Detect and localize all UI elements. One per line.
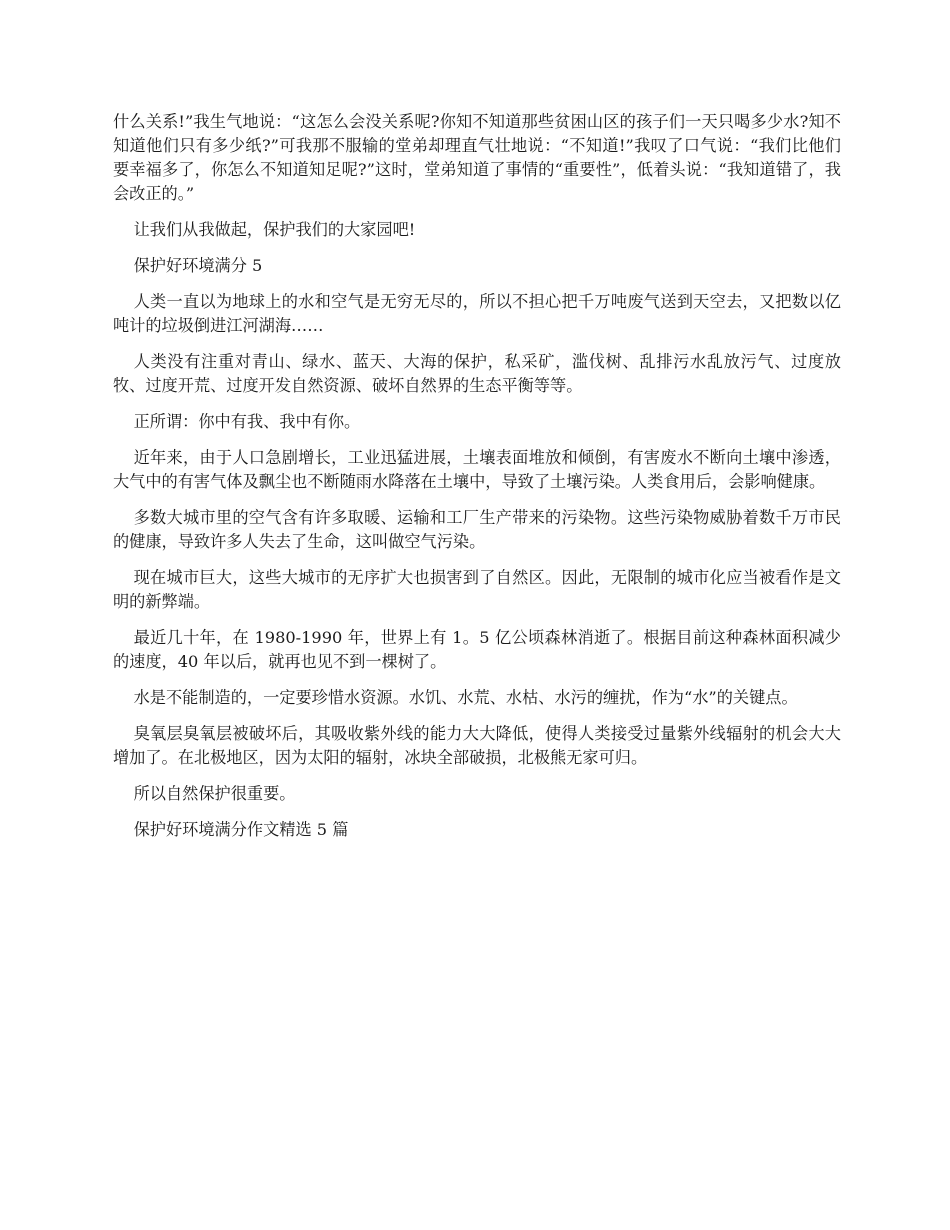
paragraph-continuation: 什么关系!”我生气地说：“这怎么会没关系呢?你知不知道那些贫困山区的孩子们一天只喝多少水?知不知道他们只有多少纸?”可我那不服输的堂弟却理直气壮地说：“不知道!”我叹了口气说：“我们比他们要幸福多了，你怎么不知道知足呢?”这时，堂弟知道了事情的“重要性”，低着头说：“我知道错了，我会改正的。” (113, 112, 841, 203)
paragraph: 水是不能制造的，一定要珍惜水资源。水饥、水荒、水枯、水污的缠扰，作为“水”的关键点。 (133, 688, 798, 707)
paragraph: 人类一直以为地球上的水和空气是无穷无尽的，所以不担心把千万吨废气送到天空去，又把数以亿吨计的垃圾倒进江河湖海…… (113, 292, 841, 335)
paragraph: 近年来，由于人口急剧增长，工业迅猛进展，土壤表面堆放和倾倒，有害废水不断向土壤中渗透，大气中的有害气体及飘尘也不断随雨水降落在土壤中，导致了土壤污染。人类食用后，会影响健康。 (113, 448, 841, 491)
paragraph: 臭氧层臭氧层被破坏后，其吸收紫外线的能力大大降低，使得人类接受过量紫外线辐射的机会大大增加了。在北极地区，因为太阳的辐射，冰块全部破损，北极熊无家可归。 (113, 724, 841, 767)
paragraph: 最近几十年，在 1980-1990 年，世界上有 1。5 亿公顷森林消逝了。根据目前这种森林面积减少的速度，40 年以后，就再也见不到一棵树了。 (113, 628, 841, 671)
paragraph-call-to-action: 让我们从我做起，保护我们的大家园吧! (133, 220, 416, 239)
paragraph: 多数大城市里的空气含有许多取暖、运输和工厂生产带来的污染物。这些污染物威胁着数千万市民的健康，导致许多人失去了生命，这叫做空气污染。 (113, 508, 841, 551)
document-page (113, 110, 841, 854)
document-title-footer: 保护好环境满分作文精选 5 篇 (133, 820, 349, 839)
paragraph: 所以自然保护很重要。 (133, 784, 296, 803)
paragraph: 现在城市巨大，这些大城市的无序扩大也损害到了自然区。因此，无限制的城市化应当被看作是文明的新弊端。 (113, 568, 841, 611)
essay-heading: 保护好环境满分 5 (133, 256, 263, 275)
paragraph: 人类没有注重对青山、绿水、蓝天、大海的保护，私采矿，滥伐树、乱排污水乱放污气、过度放牧、过度开荒、过度开发自然资源、破坏自然界的生态平衡等等。 (113, 352, 841, 395)
paragraph: 正所谓：你中有我、我中有你。 (133, 412, 361, 431)
